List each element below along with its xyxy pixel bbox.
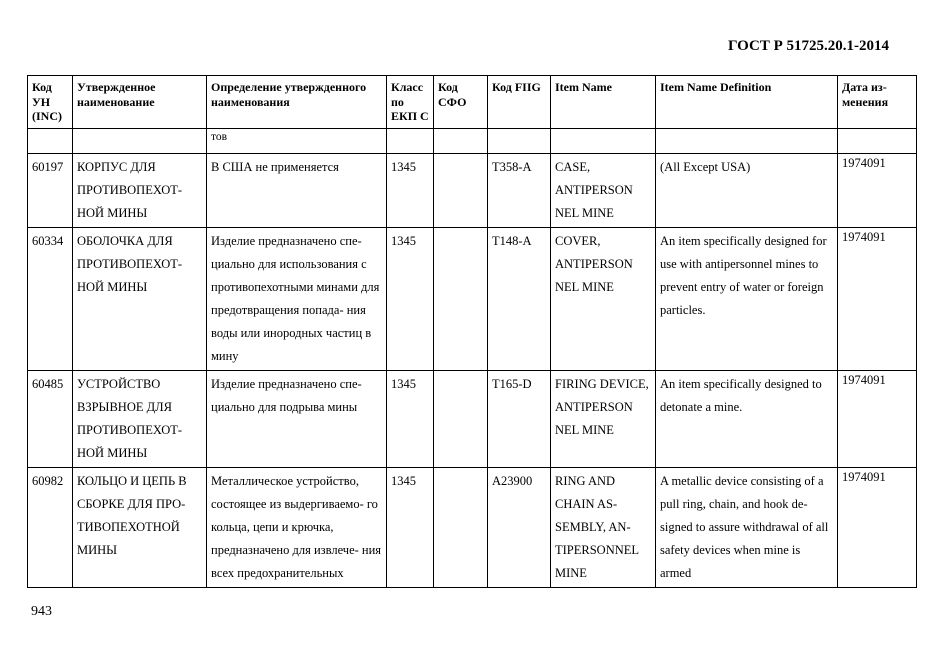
cell-empty [387, 128, 434, 153]
cell-item-name: COVER, ANTIPERSON NEL MINE [551, 227, 656, 370]
date-value: 1974091 [842, 469, 886, 484]
cell-code: 60334 [28, 227, 73, 370]
table-row [28, 227, 917, 370]
cell-empty [838, 128, 917, 153]
header-item-definition: Item Name Definition [656, 76, 838, 129]
header-definition: Определение утвержденного наименования [207, 76, 387, 129]
cell-fiig: T165-D [488, 370, 551, 467]
continuation-row [28, 128, 917, 153]
items-table [27, 75, 917, 588]
cell-code: 60197 [28, 153, 73, 227]
table-row [28, 370, 917, 467]
cell-item-definition: An item specifically designed to detonate a mine. [656, 370, 838, 467]
document-title: ГОСТ Р 51725.20.1-2014 [727, 38, 889, 54]
cell-empty [488, 128, 551, 153]
cell-class: 1345 [387, 227, 434, 370]
cell-item-name: FIRING DEVICE, ANTIPERSON NEL MINE [551, 370, 656, 467]
header-sfo: Код СФО [434, 76, 488, 129]
cell-item-definition: A metallic device consisting of a pull ring, chain, and hook de- signed to assure withdrawal of all safety devices when mine is armed [656, 467, 838, 587]
cell-sfo [434, 153, 488, 227]
header-fiig: Код FIIG [488, 76, 551, 129]
date-value: 1974091 [842, 229, 886, 244]
cell-continuation: тов [207, 128, 387, 153]
cell-class: 1345 [387, 153, 434, 227]
table-row [28, 467, 917, 587]
cell-sfo [434, 370, 488, 467]
cell-fiig: T148-A [488, 227, 551, 370]
header-change-date: Дата из- менения [838, 76, 917, 129]
header-item-name: Item Name [551, 76, 656, 129]
cell-empty [73, 128, 207, 153]
cell-empty [551, 128, 656, 153]
cell-item-name: RING AND CHAIN AS- SEMBLY, AN- TIPERSONNEL MINE [551, 467, 656, 587]
header-approved-name: Утвержденное наименование [73, 76, 207, 129]
table-row [28, 153, 917, 227]
cell-sfo [434, 227, 488, 370]
cell-class: 1345 [387, 467, 434, 587]
cell-code: 60485 [28, 370, 73, 467]
cell-item-name: CASE, ANTIPERSON NEL MINE [551, 153, 656, 227]
cell-fiig: A23900 [488, 467, 551, 587]
header-class: Класс по ЕКП С [387, 76, 434, 129]
cell-date [838, 467, 917, 587]
cell-name: КОРПУС ДЛЯ ПРОТИВОПЕХОТ- НОЙ МИНЫ [73, 153, 207, 227]
cell-empty [28, 128, 73, 153]
cell-definition: Металлическое устройство, состоящее из выдергиваемо- го кольца, цепи и крючка, предназначено для извлече- ния всех предохранительных [207, 467, 387, 587]
cell-date [838, 370, 917, 467]
cell-definition: Изделие предназначено спе- циально для использования с противопехотными минами для предотвращения попада- ния воды или инородных частиц в мину [207, 227, 387, 370]
date-value: 1974091 [842, 372, 886, 387]
cell-fiig: T358-A [488, 153, 551, 227]
header-row [28, 76, 917, 129]
header-code-inc: Код УН (INC) [28, 76, 73, 129]
cell-definition: Изделие предназначено спе- циально для подрыва мины [207, 370, 387, 467]
cell-name: УСТРОЙСТВО ВЗРЫВНОЕ ДЛЯ ПРОТИВОПЕХОТ- НОЙ МИНЫ [73, 370, 207, 467]
cell-empty [434, 128, 488, 153]
cell-empty [656, 128, 838, 153]
cell-date [838, 227, 917, 370]
cell-sfo [434, 467, 488, 587]
date-value: 1974091 [842, 155, 886, 170]
cell-code: 60982 [28, 467, 73, 587]
cell-item-definition: An item specifically designed for use with antipersonnel mines to prevent entry of water or foreign particles. [656, 227, 838, 370]
cell-item-definition: (All Except USA) [656, 153, 838, 227]
cell-name: КОЛЬЦО И ЦЕПЬ В СБОРКЕ ДЛЯ ПРО- ТИВОПЕХОТНОЙ МИНЫ [73, 467, 207, 587]
cell-class: 1345 [387, 370, 434, 467]
cell-definition: В США не применяется [207, 153, 387, 227]
cell-date [838, 153, 917, 227]
page-number: 943 [31, 604, 52, 619]
cell-name: ОБОЛОЧКА ДЛЯ ПРОТИВОПЕХОТ- НОЙ МИНЫ [73, 227, 207, 370]
